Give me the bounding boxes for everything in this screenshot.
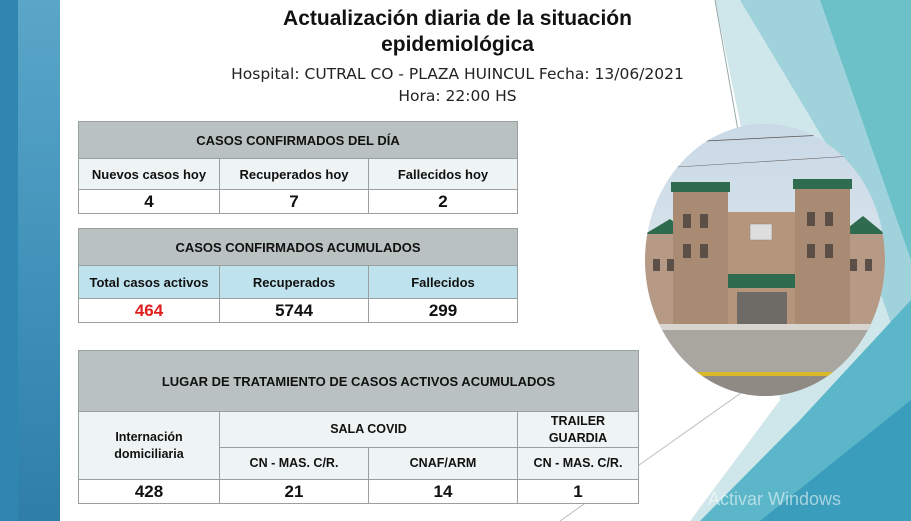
cumulative-cases-table bbox=[78, 228, 518, 323]
treatment-table-title: LUGAR DE TRATAMIENTO DE CASOS ACTIVOS ACUMULADOS bbox=[79, 351, 639, 412]
title-line-1: Actualización diaria de la situación bbox=[283, 7, 632, 30]
subtitle-line-2: Hora: 22:00 HS bbox=[398, 87, 517, 105]
treatment-sublabel-cn-2: CN - MAS. C/R. bbox=[518, 448, 639, 480]
hospital-photo bbox=[645, 124, 885, 396]
treatment-sublabel-cn-1: CN - MAS. C/R. bbox=[220, 448, 369, 480]
activation-watermark: Activar Windows bbox=[708, 489, 842, 509]
treatment-sublabel-cnaf: CNAF/ARM bbox=[369, 448, 518, 480]
treatment-value-cnaf: 14 bbox=[369, 480, 518, 504]
daily-cases-table bbox=[78, 121, 518, 214]
treatment-value-trailer: 1 bbox=[518, 480, 639, 504]
page-subtitle bbox=[190, 63, 725, 107]
treatment-label-home bbox=[79, 412, 220, 480]
daily-label-deceased: Fallecidos hoy bbox=[369, 159, 518, 190]
treatment-label-trailer bbox=[518, 412, 639, 448]
treatment-label-sala-covid: SALA COVID bbox=[220, 412, 518, 448]
subtitle-line-1: Hospital: CUTRAL CO - PLAZA HUINCUL Fecha: 13/06/2021 bbox=[231, 65, 684, 83]
treatment-value-cn-1: 21 bbox=[220, 480, 369, 504]
cumulative-label-active: Total casos activos bbox=[79, 266, 220, 299]
daily-value-deceased: 2 bbox=[369, 190, 518, 214]
title-line-2: epidemiológica bbox=[381, 33, 534, 56]
cumulative-table-title: CASOS CONFIRMADOS ACUMULADOS bbox=[79, 229, 518, 266]
daily-label-new: Nuevos casos hoy bbox=[79, 159, 220, 190]
treatment-location-table bbox=[78, 350, 639, 504]
treatment-value-home: 428 bbox=[79, 480, 220, 504]
daily-value-recovered: 7 bbox=[220, 190, 369, 214]
daily-value-new: 4 bbox=[79, 190, 220, 214]
cumulative-value-recovered: 5744 bbox=[220, 299, 369, 323]
page-title bbox=[200, 6, 715, 58]
trailer-label-line-1: TRAILER bbox=[550, 413, 606, 428]
home-label-line-1: Internación bbox=[115, 429, 183, 444]
home-label-line-2: domiciliaria bbox=[114, 446, 184, 461]
cumulative-label-deceased: Fallecidos bbox=[369, 266, 518, 299]
trailer-label-line-2: GUARDIA bbox=[548, 430, 608, 445]
daily-table-title: CASOS CONFIRMADOS DEL DÍA bbox=[79, 122, 518, 159]
daily-label-recovered: Recuperados hoy bbox=[220, 159, 369, 190]
cumulative-value-active: 464 bbox=[79, 299, 220, 323]
cumulative-label-recovered: Recuperados bbox=[220, 266, 369, 299]
cumulative-value-deceased: 299 bbox=[369, 299, 518, 323]
